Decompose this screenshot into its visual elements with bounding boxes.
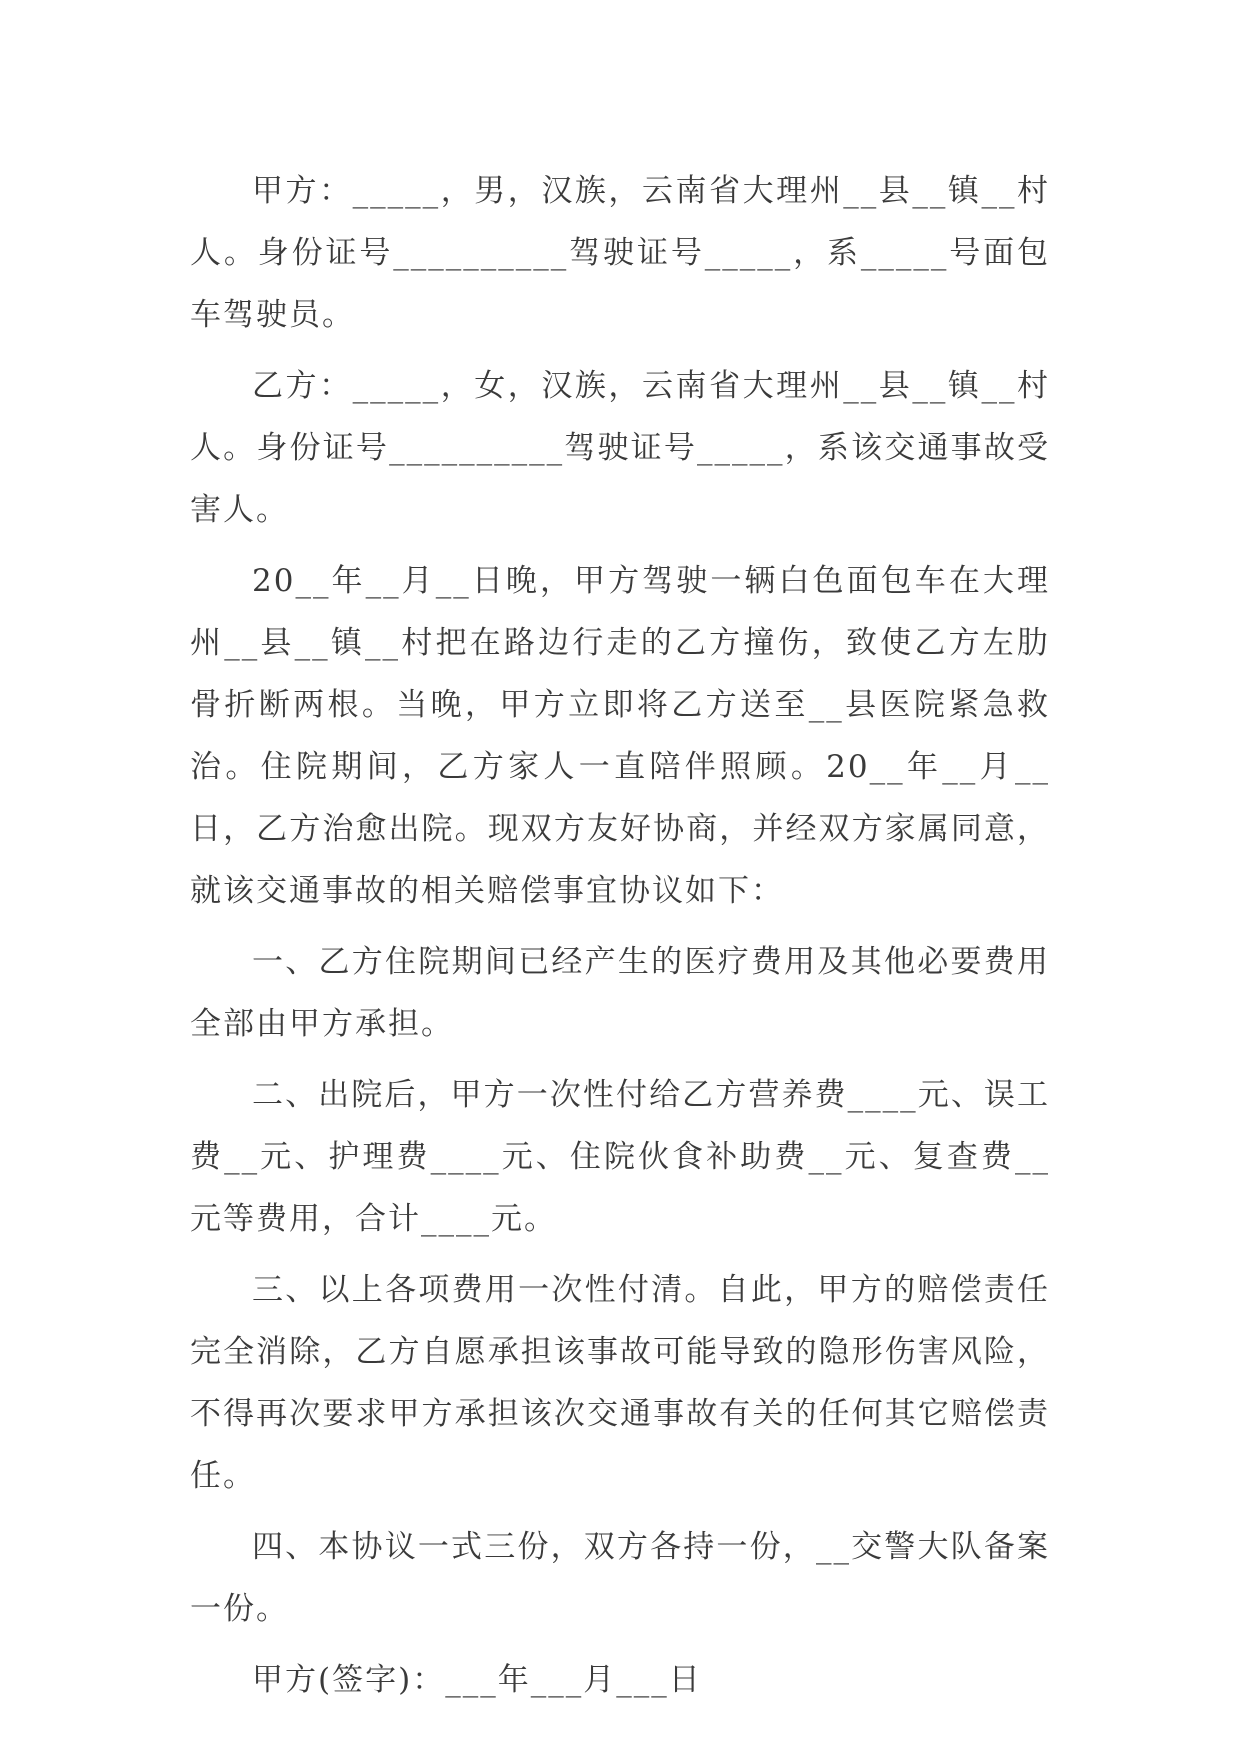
clause-three-paragraph: 三、以上各项费用一次性付清。自此，甲方的赔偿责任完全消除，乙方自愿承担该事故可能导致的隐形伤害风险，不得再次要求甲方承担该次交通事故有关的任何其它赔偿责任。 <box>190 1272 1050 1494</box>
party-a-paragraph: 甲方：_____，男，汉族，云南省大理州__县__镇__村人。身份证号__________驾驶证号_____，系_____号面包车驾驶员。 <box>190 173 1050 333</box>
clause-two-paragraph: 二、出院后，甲方一次性付给乙方营养费____元、误工费__元、护理费____元、住院伙食补助费__元、复查费__元等费用，合计____元。 <box>190 1077 1050 1237</box>
party-a-signature-line: 甲方(签字)：___年___月___日 <box>252 1662 702 1698</box>
clause-four-paragraph: 四、本协议一式三份，双方各持一份，__交警大队备案一份。 <box>190 1529 1050 1627</box>
agreement-body <box>190 160 1050 1720</box>
party-b-paragraph: 乙方：_____，女，汉族，云南省大理州__县__镇__村人。身份证号__________驾驶证号_____，系该交通事故受害人。 <box>190 368 1050 528</box>
clause-one-paragraph: 一、乙方住院期间已经产生的医疗费用及其他必要费用全部由甲方承担。 <box>190 944 1050 1042</box>
accident-description-paragraph: 20__年__月__日晚，甲方驾驶一辆白色面包车在大理州__县__镇__村把在路边行走的乙方撞伤，致使乙方左肋骨折断两根。当晚，甲方立即将乙方送至__县医院紧急救治。住院期间，乙方家人一直陪伴照顾。20__年__月__日，乙方治愈出院。现双方友好协商，并经双方家属同意，就该交通事故的相关赔偿事宜协议如下： <box>190 563 1050 909</box>
